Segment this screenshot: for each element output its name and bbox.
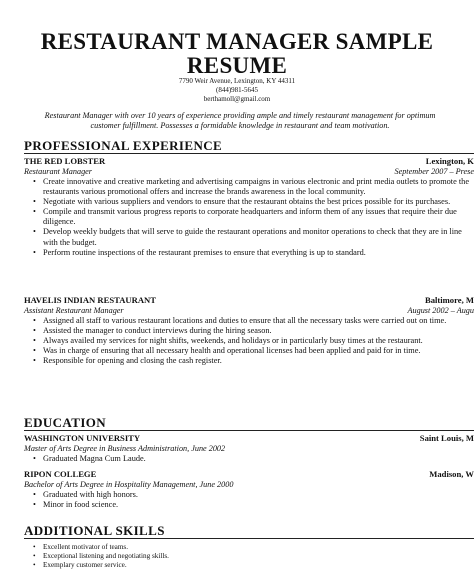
- list-item: • Excellent motivator of teams.: [33, 543, 129, 551]
- list-item: • Was in charge of ensuring that all necessary health and operational licenses had been applied and paid for in time.: [33, 346, 421, 356]
- contact-email: berthamoll@gmail.com: [203, 95, 271, 103]
- contact-phone: (844)981-5645: [216, 86, 258, 94]
- education-entry: [24, 433, 474, 464]
- list-item: • Assigned all staff to various restaurant locations and duties to ensure that all the necessary tasks were carried out on time.: [33, 316, 447, 325]
- job-bullets: [24, 177, 474, 258]
- job-dates: September 2007 – Prese: [394, 167, 474, 176]
- job-title: Assistant Restaurant Manager: [24, 306, 124, 315]
- school-name: WASHINGTON UNIVERSITY: [24, 433, 141, 443]
- section-divider: [24, 430, 474, 431]
- bullet-icon: •: [33, 356, 36, 366]
- bullet-icon: •: [33, 346, 36, 356]
- bullet-icon: •: [33, 177, 36, 186]
- company-name: THE RED LOBSTER: [24, 156, 106, 166]
- contact-address: 7790 Weir Avenue, Lexington, KY 44311: [178, 77, 296, 85]
- bullet-icon: •: [33, 197, 36, 207]
- list-item: • Exceptional listening and negotiating skills.: [33, 552, 169, 560]
- section-divider: [24, 153, 474, 154]
- degree: Bachelor of Arts Degree in Hospitality Management, June 2000: [24, 480, 234, 489]
- bullet-icon: •: [33, 336, 36, 346]
- job-dates: August 2002 – Augu: [407, 306, 474, 315]
- bullet-icon: •: [33, 207, 36, 217]
- bullet-icon: •: [33, 490, 36, 499]
- bullet-icon: •: [33, 326, 36, 336]
- school-location: Madison, W: [429, 469, 474, 479]
- resume-title-line2: RESUME: [186, 53, 288, 78]
- list-item: • Exemplary customer service.: [33, 561, 127, 569]
- list-item: • Always availed my services for night shifts, weekends, and holidays or in particularly busy times at the restaurant.: [33, 336, 423, 346]
- list-item: • Develop weekly budgets that will serve to guide the restaurant operations and monitor operations to check that they are in line with the budget.: [33, 227, 462, 247]
- education-bullets: [24, 454, 474, 464]
- list-item: • Compile and transmit various progress reports to corporate headquarters and inform them of any issues that require their due diligence.: [33, 207, 457, 227]
- section-heading-education: EDUCATION: [24, 415, 107, 430]
- bullet-icon: •: [33, 561, 36, 569]
- section-heading-skills: ADDITIONAL SKILLS: [24, 523, 165, 538]
- skills-list: [24, 543, 474, 570]
- list-item: • Minor in food science.: [33, 500, 119, 510]
- school-location: Saint Louis, M: [419, 433, 474, 443]
- list-item: • Graduated with high honors.: [33, 490, 138, 499]
- education-bullets: [24, 490, 474, 510]
- bullet-icon: •: [33, 227, 36, 237]
- resume-title-line1: RESTAURANT MANAGER SAMPLE: [40, 29, 434, 54]
- list-item: • Assisted the manager to conduct interviews during the hiring season.: [33, 326, 272, 336]
- job-entry: [24, 295, 474, 366]
- list-item: • Create innovative and creative marketing and advertising campaigns in various electronic and print media outlets to promote the restaurants various promotional offers and increase the brands awareness in the local community.: [33, 177, 469, 197]
- education-entry: [24, 469, 474, 510]
- school-name: RIPON COLLEGE: [24, 469, 97, 479]
- bullet-icon: •: [33, 552, 36, 560]
- section-heading-experience: PROFESSIONAL EXPERIENCE: [24, 138, 223, 153]
- company-name: HAVELIS INDIAN RESTAURANT: [24, 295, 156, 305]
- job-location: Baltimore, M: [424, 295, 474, 305]
- skills-bullets: [24, 543, 474, 570]
- degree: Master of Arts Degree in Business Administration, June 2002: [24, 444, 226, 453]
- bullet-icon: •: [33, 454, 36, 463]
- list-item: • Perform routine inspections of the restaurant premises to ensure that everything is up to standard.: [33, 247, 366, 257]
- bullet-icon: •: [33, 500, 36, 510]
- bullet-icon: •: [33, 316, 36, 325]
- list-item: • Responsible for opening and closing the cash register.: [33, 356, 222, 366]
- section-divider: [24, 538, 474, 539]
- summary-paragraph: Restaurant Manager with over 10 years of experience providing ample and timely restaurant management for optimum customer fulfillment. Possesses a formidable knowledge in restaurant and team motivation.: [44, 111, 436, 130]
- bullet-icon: •: [33, 247, 36, 257]
- job-title: Restaurant Manager: [24, 167, 92, 176]
- list-item: • Graduated Magna Cum Laude.: [33, 454, 146, 463]
- job-entry: [24, 156, 474, 258]
- job-bullets: [24, 316, 474, 366]
- list-item: • Negotiate with various suppliers and vendors to ensure that the restaurant obtains the best prices possible for its purchases.: [33, 197, 451, 207]
- bullet-icon: •: [33, 543, 36, 551]
- job-location: Lexington, K: [425, 156, 474, 166]
